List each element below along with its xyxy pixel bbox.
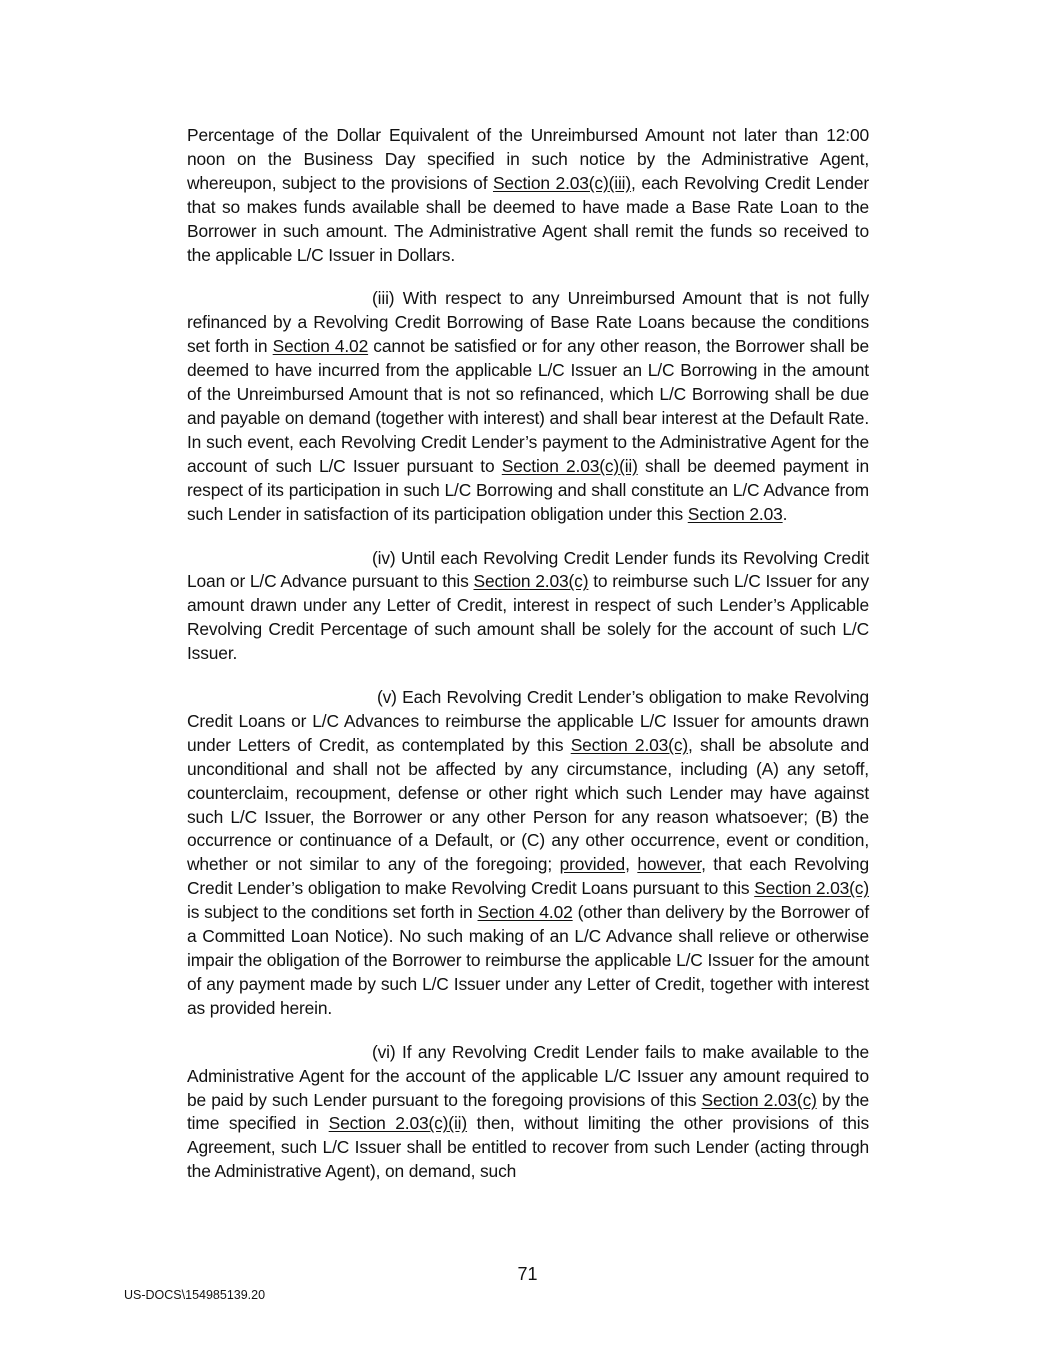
paragraph-continuation [187,124,869,267]
section-reference: Section 2.03(c) [754,878,869,899]
text-run: to reimburse such L/C Issuer for any amount drawn under any Letter of Credit, interest in respect of such Lender’s Applicable Revolving Credit Percentage of such amount shall be solely for the account of such L/C Issuer. [187,571,869,664]
text-run: (other than delivery by the Borrower of a Committed Loan Notice). No such making of an L/C Advance shall relieve or otherwise impair the obligation of the Borrower to reimburse the applicable L/C Issuer for the amount of any payment made by such L/C Issuer under any Letter of Credit, together with interest as provided herein. [187,902,869,1018]
text-run: Percentage of the Dollar Equivalent of the Unreimbursed Amount not later than 12:00 noon on the Business Day specified in such notice by the Administrative Agent, whereupon, subject to the provisions of [187,125,869,193]
section-reference: Section 2.03(c)(ii) [501,455,638,476]
document-id: US-DOCS\154985139.20 [124,1288,266,1302]
clause-number: (v) [377,687,397,708]
paragraph-iii [187,287,869,526]
paragraph-iv [187,547,869,667]
section-reference: Section 2.03(c) [473,571,589,592]
text-run: If any Revolving Credit Lender fails to make available to the Administrative Agent for the account of the applicable L/C Issuer any amount required to be paid by such Lender pursuant to the foregoing provisions of this [187,1041,869,1110]
clause-number: (iv) [372,547,396,568]
text-run: , each Revolving Credit Lender that so makes funds available shall be deemed to have made a Base Rate Loan to the Borrower in such amount. The Administrative Agent shall remit the funds so received to the applicable L/C Issuer in Dollars. [187,172,870,265]
text-run: then, without limiting the other provisions of this Agreement, such L/C Issuer shall be entitled to recover from such Lender (acting through the Administrative Agent), on demand, such [187,1113,869,1182]
text-run: , [625,854,638,875]
clause-number: (iii) [372,288,395,309]
section-reference: Section 2.03(c)(iii) [492,172,632,193]
paragraph-vi [187,1041,869,1184]
text-run: , shall be absolute and unconditional and shall not be affected by any circumstance, including (A) any setoff, counterclaim, recoupment, defense or other right which such Lender may have against such L/C Issuer, the Borrower or any other Person for any reason whatsoever; (B) the occurrence or continuance of a Default, or (C) any other occurrence, event or condition, whether or not similar to any of the foregoing; [187,734,869,875]
text-run: shall be deemed payment in respect of its participation in such L/C Borrowing and shall constitute an L/C Advance from such Lender in satisfaction of its participation obligation under this [187,455,869,524]
section-reference: Section 4.02 [477,902,573,923]
text-run: . [782,503,788,524]
text-run: Each Revolving Credit Lender’s obligation to make Revolving Credit Loans or L/C Advances to reimburse the applicable L/C Issuer for amounts drawn under Letters of Credit, as contemplated by this [187,687,869,755]
text-run: cannot be satisfied or for any other reason, the Borrower shall be deemed to have incurred from the applicable L/C Issuer an L/C Borrowing in the amount of the Unreimbursed Amount that is not so refinanced, which L/C Borrowing shall be due and payable on demand (together with interest) and shall bear interest at the Default Rate. In such event, each Revolving Credit Lender’s payment to the Administrative Agent for the account of such L/C Issuer pursuant to [187,336,870,476]
section-reference: Section 2.03(c)(ii) [328,1113,468,1134]
proviso-term: however [637,854,702,875]
page-number: 71 [517,1264,538,1284]
proviso-term: provided [559,854,626,875]
body-text [187,124,869,1204]
section-reference: Section 4.02 [272,336,369,357]
clause-number: (vi) [372,1041,396,1062]
text-run: With respect to any Unreimbursed Amount that is not fully refinanced by a Revolving Credit Borrowing of Base Rate Loans because the conditions set forth in [187,288,869,357]
text-run: , that each Revolving Credit Lender’s obligation to make Revolving Credit Loans pursuant to this [187,854,869,899]
text-run: is subject to the conditions set forth in [187,902,478,923]
paragraph-v [187,686,869,1021]
section-reference: Section 2.03(c) [570,734,688,755]
text-run: Until each Revolving Credit Lender funds its Revolving Credit Loan or L/C Advance pursuant to this [187,547,869,592]
section-reference: Section 2.03(c) [701,1089,817,1110]
text-run: by the time specified in [187,1089,870,1134]
section-reference: Section 2.03 [687,503,783,524]
